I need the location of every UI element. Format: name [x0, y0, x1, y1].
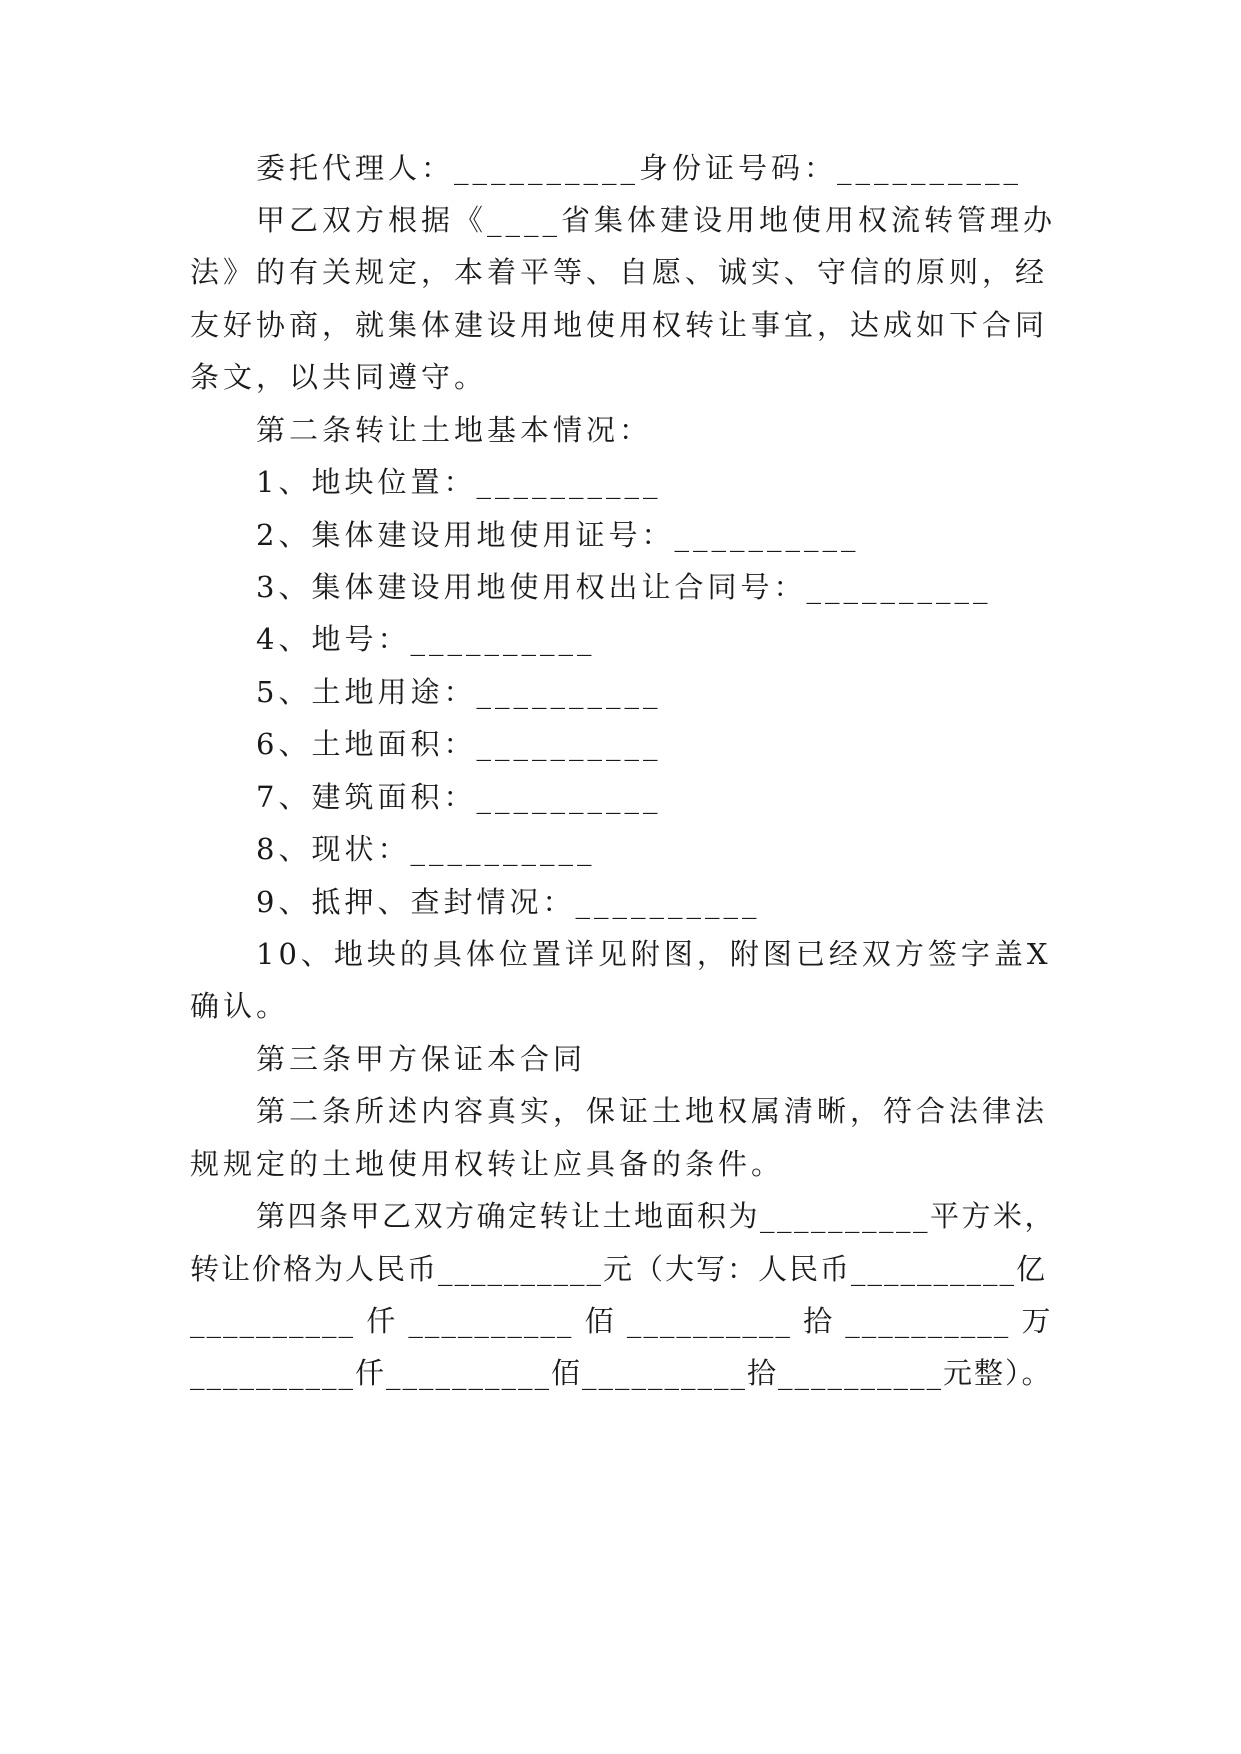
agent-line: 委托代理人：__________身份证号码：__________ [256, 151, 1023, 185]
list-item: 2、集体建设用地使用证号：__________ [256, 518, 860, 552]
intro-paragraph-line-4: 条文，以共同遵守。 [190, 360, 488, 394]
article-4-line-3: __________ 仟 __________ 佰 __________ 拾 __________ 万 [190, 1304, 1053, 1338]
list-item: 10、地块的具体位置详见附图，附图已经双方签字盖X [256, 937, 1052, 971]
list-item: 3、集体建设用地使用权出让合同号：__________ [256, 570, 992, 604]
article-4-line-1: 第四条甲乙双方确定转让土地面积为__________平方米， [256, 1199, 1057, 1233]
list-item: 4、地号：__________ [256, 622, 596, 656]
list-item: 8、现状：__________ [256, 832, 596, 866]
article-3-heading: 第三条甲方保证本合同 [256, 1042, 587, 1076]
intro-paragraph-line-2: 法》的有关规定，本着平等、自愿、诚实、守信的原则，经 [190, 255, 1049, 289]
article-3-line-2: 规规定的土地使用权转让应具备的条件。 [190, 1147, 785, 1181]
list-item: 5、土地用途：__________ [256, 675, 662, 709]
list-item: 1、地块位置：__________ [256, 465, 662, 499]
article-3-line-1: 第二条所述内容真实，保证土地权属清晰，符合法律法 [256, 1094, 1049, 1128]
article-2-heading: 第二条转让土地基本情况： [256, 413, 653, 447]
intro-paragraph-line-3: 友好协商，就集体建设用地使用权转让事宜，达成如下合同 [190, 308, 1049, 342]
article-4-line-2: 转让价格为人民币__________元（大写：人民币__________亿 [190, 1252, 1048, 1286]
list-item: 6、土地面积：__________ [256, 727, 662, 761]
list-item: 7、建筑面积：__________ [256, 780, 662, 814]
article-4-line-4: __________仟__________佰__________拾__________元整）。 [190, 1356, 1053, 1390]
intro-paragraph-line-1: 甲乙双方根据《____省集体建设用地使用权流转管理办 [256, 203, 1057, 237]
list-item: 9、抵押、查封情况：__________ [256, 885, 761, 919]
list-item-continuation: 确认。 [190, 989, 290, 1023]
